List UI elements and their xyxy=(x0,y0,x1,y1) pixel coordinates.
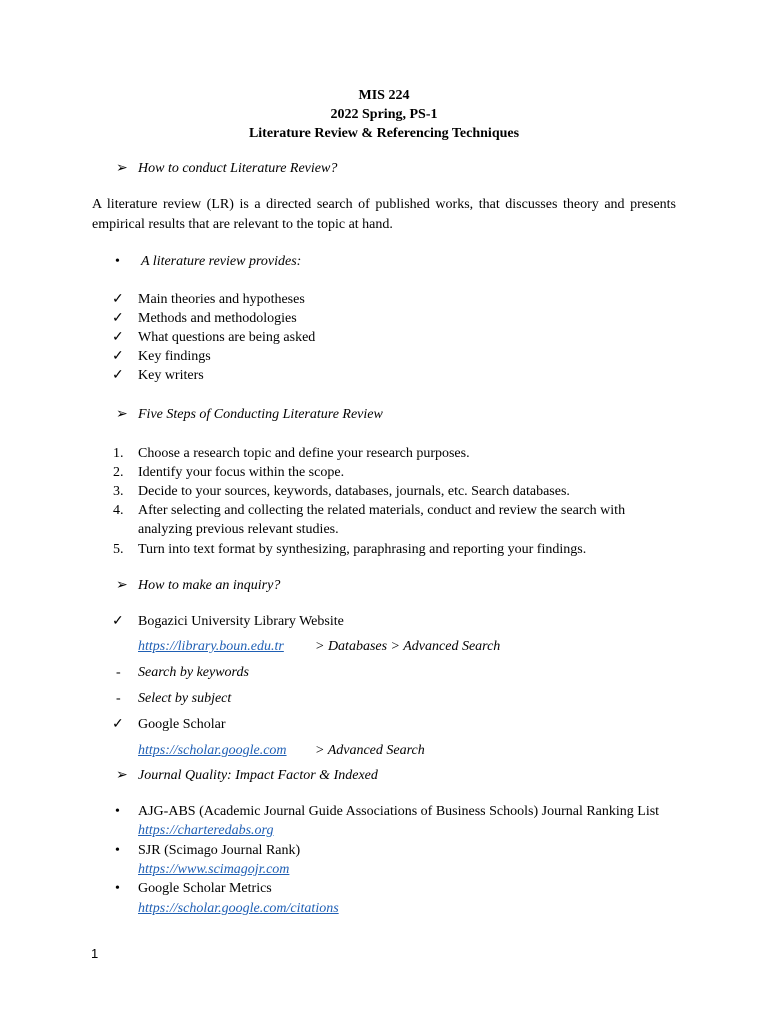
scholar-label: Google Scholar xyxy=(138,717,226,732)
arrow-bullet-icon: ➢ xyxy=(116,578,128,593)
checkmark-icon: ✓ xyxy=(112,349,124,364)
quality-item-label: SJR (Scimago Journal Rank) xyxy=(138,843,301,858)
step-text: Decide to your sources, keywords, databases, journals, etc. Search databases. xyxy=(138,484,570,499)
step-text: Choose a research topic and define your research purposes. xyxy=(138,446,470,461)
step-number: 4. xyxy=(113,503,124,518)
quality-item-link[interactable]: https://www.scimagojr.com xyxy=(138,862,290,877)
checkmark-icon: ✓ xyxy=(112,368,124,383)
scholar-link[interactable]: https://scholar.google.com xyxy=(138,743,287,758)
step-text: Turn into text format by synthesizing, paraphrasing and reporting your findings. xyxy=(138,542,587,557)
step-text-continued: analyzing previous relevant studies. xyxy=(138,522,339,537)
step-text: After selecting and collecting the related materials, conduct and review the search with xyxy=(138,503,626,518)
step-number: 1. xyxy=(113,446,124,461)
list-item: Key findings xyxy=(138,349,211,364)
step-number: 2. xyxy=(113,465,124,480)
quality-item-link[interactable]: https://scholar.google.com/citations xyxy=(138,901,339,916)
round-bullet-icon: • xyxy=(115,804,120,819)
term-label: 2022 Spring, PS-1 xyxy=(330,107,438,122)
section-heading-steps: Five Steps of Conducting Literature Review xyxy=(138,407,383,422)
checkmark-icon: ✓ xyxy=(112,614,124,629)
round-bullet-icon: • xyxy=(115,843,120,858)
quality-item-label: Google Scholar Metrics xyxy=(138,881,272,896)
checkmark-icon: ✓ xyxy=(112,330,124,345)
arrow-bullet-icon: ➢ xyxy=(116,407,128,422)
step-number: 3. xyxy=(113,484,124,499)
step-text: Identify your focus within the scope. xyxy=(138,465,345,480)
quality-item-label: AJG-ABS (Academic Journal Guide Associations of Business Schools) Journal Ranking List xyxy=(138,804,660,819)
page-number: 1 xyxy=(91,946,99,961)
arrow-bullet-icon: ➢ xyxy=(116,768,128,783)
provides-heading: A literature review provides: xyxy=(141,254,302,269)
round-bullet-icon: • xyxy=(115,254,120,269)
document-title: Literature Review & Referencing Techniques xyxy=(248,126,520,141)
intro-paragraph: A literature review (LR) is a directed search of published works, that discusses theory and presents empirical results that are relevant to the topic at hand. xyxy=(92,197,676,232)
checkmark-icon: ✓ xyxy=(112,292,124,307)
dash-item: Search by keywords xyxy=(138,665,249,680)
checkmark-icon: ✓ xyxy=(112,717,124,732)
dash-bullet: - xyxy=(116,691,121,706)
library-link[interactable]: https://library.boun.edu.tr xyxy=(138,639,284,654)
arrow-bullet-icon: ➢ xyxy=(116,161,128,176)
round-bullet-icon: • xyxy=(115,881,120,896)
quality-item-link[interactable]: https://charteredabs.org xyxy=(138,823,274,838)
dash-item: Select by subject xyxy=(138,691,232,706)
step-number: 5. xyxy=(113,542,124,557)
scholar-path: > Advanced Search xyxy=(315,743,425,758)
course-code: MIS 224 xyxy=(358,88,410,103)
list-item: Key writers xyxy=(138,368,204,383)
dash-bullet: - xyxy=(116,665,121,680)
section-heading-inquiry: How to make an inquiry? xyxy=(138,578,281,593)
library-label: Bogazici University Library Website xyxy=(138,614,344,629)
library-path: > Databases > Advanced Search xyxy=(315,639,501,654)
list-item: Main theories and hypotheses xyxy=(138,292,305,307)
checkmark-icon: ✓ xyxy=(112,311,124,326)
section-heading-quality: Journal Quality: Impact Factor & Indexed xyxy=(138,768,378,783)
list-item: What questions are being asked xyxy=(138,330,316,345)
list-item: Methods and methodologies xyxy=(138,311,297,326)
section-heading-conduct: How to conduct Literature Review? xyxy=(138,161,338,176)
